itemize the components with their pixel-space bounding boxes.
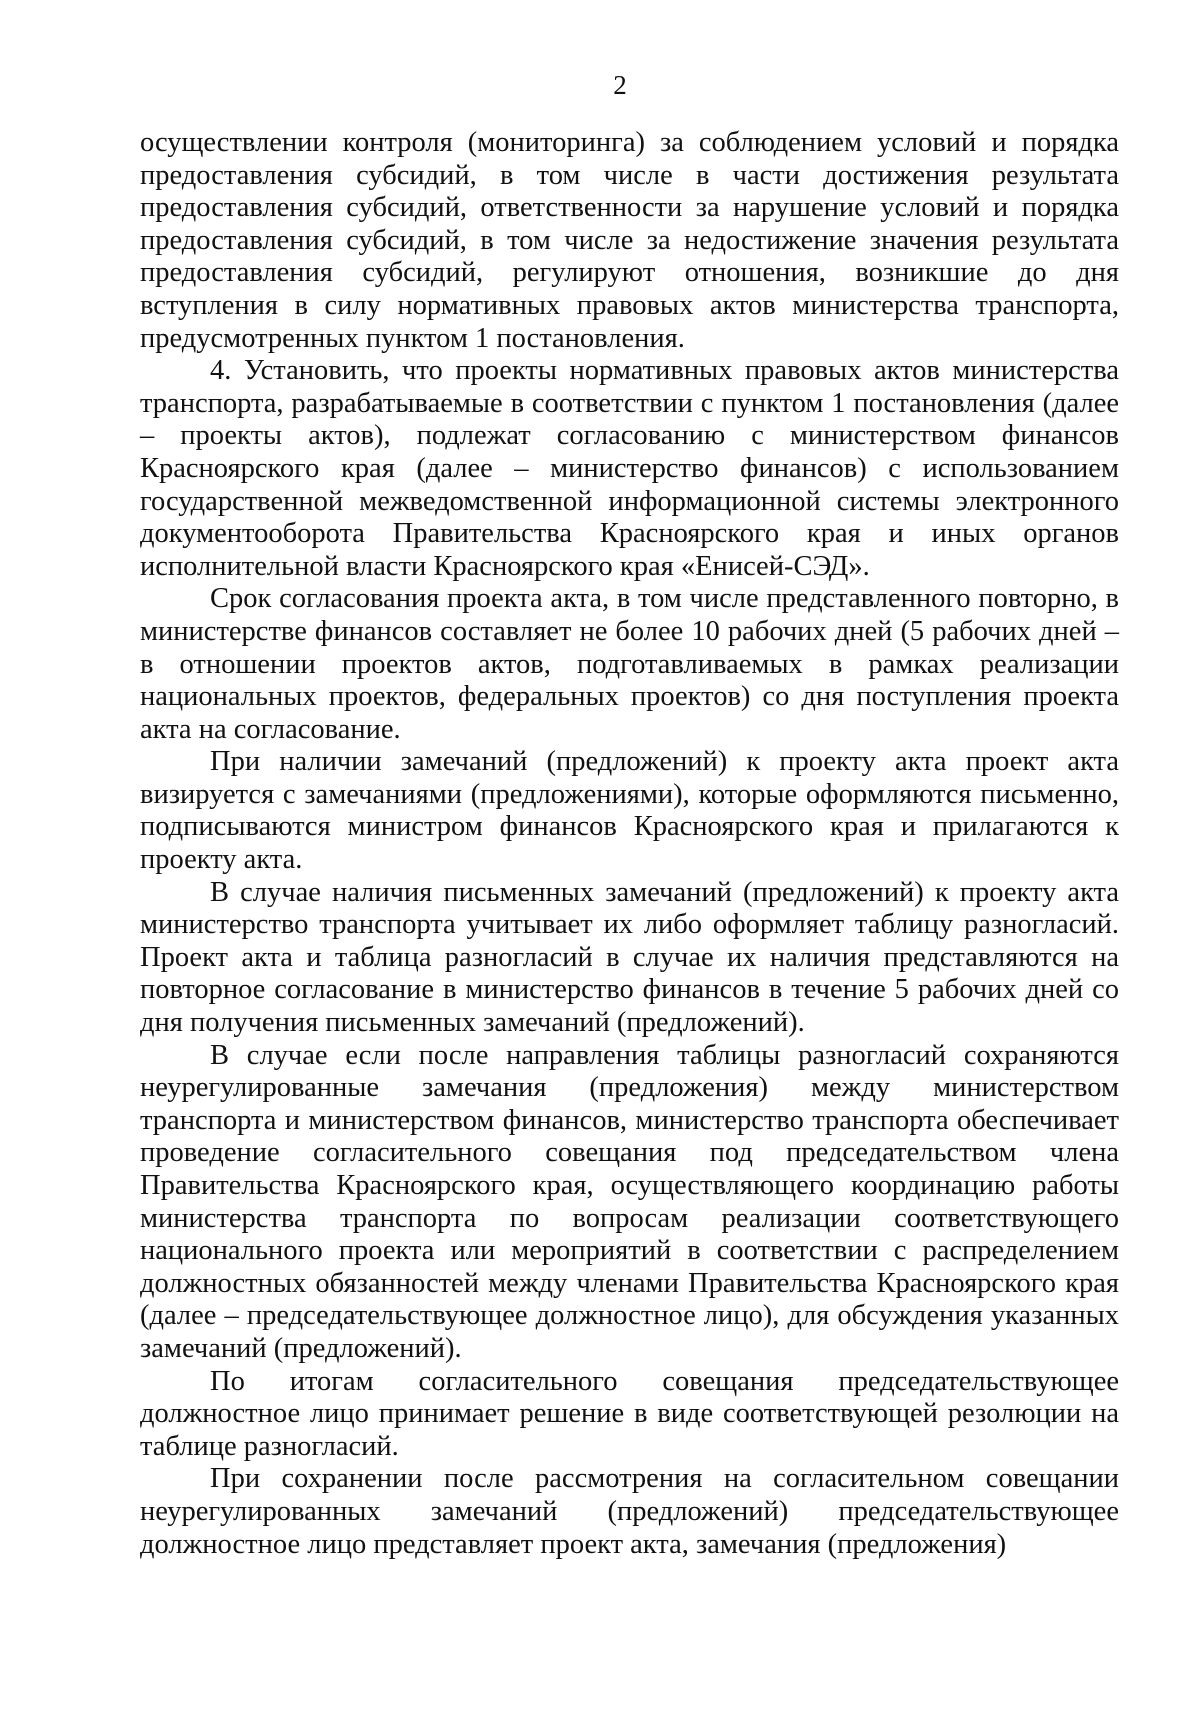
paragraph-continuation: осуществлении контроля (мониторинга) за соблюдением условий и порядка предоставления субсидий, в том числе в части достижения результата предоставления субсидий, ответственности за нарушение условий и порядка предоставления субсидий, в том числе за недостижение значения результата предоставления субсидий, регулируют отношения, возникшие до дня вступления в силу нормативных правовых актов министерства транспорта, предусмотренных пунктом 1 постановления. [140, 127, 1119, 354]
paragraph-approval-term: Срок согласования проекта акта, в том числе представленного повторно, в министерстве финансов составляет не более 10 рабочих дней (5 рабочих дней – в отношении проектов актов, подготавливаемых в рамках реализации национальных проектов, федеральных проектов) со дня поступления проекта акта на согласование. [140, 583, 1119, 745]
paragraph-conciliation-meeting: В случае если после направления таблицы разногласий сохраняются неурегулированные замечания (предложения) между министерством транспорта и министерством финансов, министерство транспорта обеспечивает проведение согласительного совещания под председательством члена Правительства Красноярского края, осуществляющего координацию работы министерства транспорта по вопросам реализации соответствующего национального проекта или мероприятий в соответствии с распределением должностных обязанностей между членами Правительства Красноярского края (далее – председательствующее должностное лицо), для обсуждения указанных замечаний (предложений). [140, 1039, 1119, 1364]
paragraph-meeting-results: По итогам согласительного совещания председательствующее должностное лицо принимает решение в виде соответствующей резолюции на таблице разногласий. [140, 1365, 1119, 1462]
paragraph-remarks: При наличии замечаний (предложений) к проекту акта проект акта визируется с замечаниями (предложениями), которые оформляются письменно, подписываются министром финансов Красноярского края и прилагаются к проекту акта. [140, 746, 1119, 876]
paragraph-disagreements-table: В случае наличия письменных замечаний (предложений) к проекту акта министерство транспорта учитывает их либо оформляет таблицу разногласий. Проект акта и таблица разногласий в случае их наличия представляются на повторное согласование в министерство финансов в течение 5 рабочих дней со дня получения письменных замечаний (предложений). [140, 876, 1119, 1039]
paragraph-unresolved-remarks: При сохранении после рассмотрения на согласительном совещании неурегулированных замечаний (предложений) председательствующее должностное лицо представляет проект акта, замечания (предложения) [140, 1463, 1119, 1560]
paragraph-item-4: 4. Установить, что проекты нормативных правовых актов министерства транспорта, разрабатываемые в соответствии с пунктом 1 постановления (далее – проекты актов), подлежат согласованию с министерством финансов Красноярского края (далее – министерство финансов) с использованием государственной межведомственной информационной системы электронного документооборота Правительства Красноярского края и иных органов исполнительной власти Красноярского края «Енисей-СЭД». [140, 355, 1119, 582]
page-number: 2 [613, 70, 627, 100]
document-body [140, 127, 1119, 1561]
